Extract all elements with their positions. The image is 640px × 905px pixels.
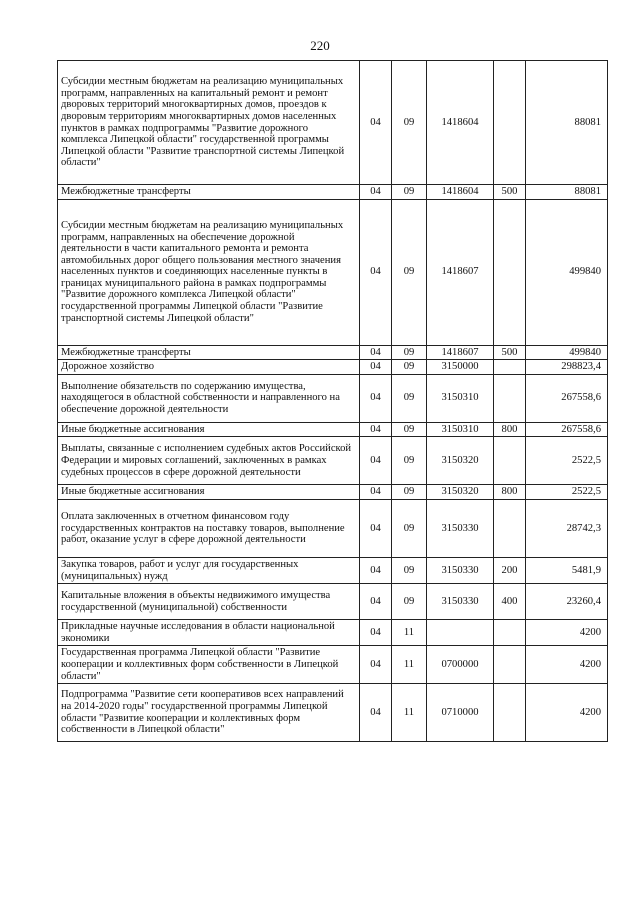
row-target-article: 0700000 [427,646,494,684]
row-subsection: 09 [392,185,427,200]
row-subsection: 09 [392,557,427,583]
table-row [58,437,608,485]
row-name: Иные бюджетные ассигнования [58,485,360,500]
row-section: 04 [360,374,392,422]
row-target-article: 0710000 [427,684,494,742]
row-subsection: 09 [392,485,427,500]
table-row [58,485,608,500]
row-target-article: 3150320 [427,485,494,500]
row-subsection: 09 [392,584,427,620]
row-subsection: 09 [392,499,427,557]
row-subsection: 09 [392,199,427,345]
table-row [58,646,608,684]
budget-table [57,60,608,742]
table-row [58,620,608,646]
row-name: Межбюджетные трансферты [58,345,360,360]
row-subsection: 11 [392,646,427,684]
row-amount: 88081 [526,185,608,200]
row-target-article: 3150330 [427,584,494,620]
row-section: 04 [360,684,392,742]
row-expense-type [494,199,526,345]
row-expense-type: 500 [494,345,526,360]
row-target-article: 3150310 [427,374,494,422]
row-amount: 28742,3 [526,499,608,557]
row-section: 04 [360,61,392,185]
row-amount: 2522,5 [526,437,608,485]
row-target-article: 3150320 [427,437,494,485]
row-subsection: 09 [392,422,427,437]
table-row [58,360,608,375]
row-name: Субсидии местным бюджетам на реализацию муниципальных программ, направленных на капитальный ремонт и ремонт дворовых территорий многоквартирных домов, проездов к дворовым территориям многоквартирных домов населенных пунктов в рамках подпрограммы "Развитие дорожного комплекса Липецкой области" государственной программы Липецкой области "Развитие транспортной системы Липецкой области" [58,61,360,185]
row-target-article: 3150330 [427,499,494,557]
row-expense-type [494,360,526,375]
row-amount: 4200 [526,620,608,646]
row-target-article: 3150310 [427,422,494,437]
row-section: 04 [360,360,392,375]
row-expense-type [494,499,526,557]
row-name: Межбюджетные трансферты [58,185,360,200]
table-row [58,584,608,620]
row-expense-type: 200 [494,557,526,583]
row-expense-type [494,646,526,684]
row-expense-type [494,620,526,646]
budget-table-body [58,61,608,742]
row-target-article: 1418607 [427,345,494,360]
row-amount: 2522,5 [526,485,608,500]
row-section: 04 [360,185,392,200]
row-section: 04 [360,422,392,437]
row-amount: 499840 [526,199,608,345]
row-amount: 267558,6 [526,422,608,437]
row-amount: 23260,4 [526,584,608,620]
row-section: 04 [360,199,392,345]
row-expense-type: 800 [494,485,526,500]
row-subsection: 09 [392,437,427,485]
row-target-article: 1418604 [427,61,494,185]
table-row [58,185,608,200]
row-name: Дорожное хозяйство [58,360,360,375]
row-amount: 4200 [526,684,608,742]
row-name: Выполнение обязательств по содержанию имущества, находящегося в областной собственности и направленного на обеспечение дорожной деятельности [58,374,360,422]
row-name: Государственная программа Липецкой области "Развитие кооперации и коллективных форм собственности в Липецкой области" [58,646,360,684]
row-expense-type: 500 [494,185,526,200]
row-subsection: 11 [392,620,427,646]
row-section: 04 [360,620,392,646]
table-row [58,684,608,742]
row-expense-type [494,684,526,742]
table-row [58,499,608,557]
row-subsection: 09 [392,345,427,360]
row-section: 04 [360,345,392,360]
row-section: 04 [360,437,392,485]
row-target-article: 1418604 [427,185,494,200]
table-row [58,422,608,437]
row-name: Капитальные вложения в объекты недвижимого имущества государственной (муниципальной) собственности [58,584,360,620]
row-target-article: 3150000 [427,360,494,375]
row-section: 04 [360,499,392,557]
row-amount: 88081 [526,61,608,185]
row-amount: 4200 [526,646,608,684]
table-row [58,557,608,583]
row-section: 04 [360,584,392,620]
row-name: Прикладные научные исследования в области национальной экономики [58,620,360,646]
row-name: Подпрограмма "Развитие сети кооперативов всех направлений на 2014-2020 годы" государственной программы Липецкой области "Развитие кооперации и коллективных форм собственности в Липецкой области" [58,684,360,742]
row-target-article: 1418607 [427,199,494,345]
row-expense-type: 800 [494,422,526,437]
row-target-article [427,620,494,646]
row-name: Закупка товаров, работ и услуг для государственных (муниципальных) нужд [58,557,360,583]
row-expense-type [494,61,526,185]
row-target-article: 3150330 [427,557,494,583]
row-name: Субсидии местным бюджетам на реализацию муниципальных программ, направленных на обеспечение дорожной деятельности в части капитального ремонта и ремонта автомобильных дорог общего пользования местного значения населенных пунктов и соединяющих населенные пункты в границах муниципального района в рамках подпрограммы "Развитие дорожного комплекса Липецкой области" государственной программы Липецкой области "Развитие транспортной системы Липецкой области" [58,199,360,345]
table-row [58,61,608,185]
row-subsection: 09 [392,61,427,185]
row-name: Выплаты, связанные с исполнением судебных актов Российской Федерации и мировых соглашений, заключенных в рамках судебных процессов в сфере дорожной деятельности [58,437,360,485]
row-amount: 5481,9 [526,557,608,583]
row-subsection: 11 [392,684,427,742]
row-expense-type [494,437,526,485]
row-amount: 267558,6 [526,374,608,422]
row-amount: 298823,4 [526,360,608,375]
row-name: Иные бюджетные ассигнования [58,422,360,437]
row-subsection: 09 [392,360,427,375]
table-row [58,374,608,422]
row-subsection: 09 [392,374,427,422]
row-amount: 499840 [526,345,608,360]
table-row [58,199,608,345]
table-row [58,345,608,360]
row-section: 04 [360,646,392,684]
row-expense-type [494,374,526,422]
row-expense-type: 400 [494,584,526,620]
row-section: 04 [360,485,392,500]
row-section: 04 [360,557,392,583]
row-name: Оплата заключенных в отчетном финансовом году государственных контрактов на поставку товаров, выполнение работ, оказание услуг в сфере дорожной деятельности [58,499,360,557]
page-number: 220 [310,38,330,53]
